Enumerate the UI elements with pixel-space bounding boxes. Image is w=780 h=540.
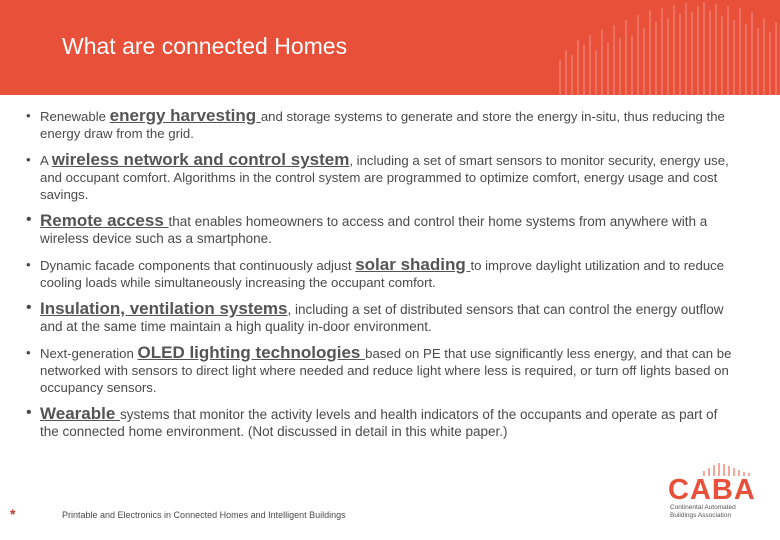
bullet-text: systems that monitor the activity levels and health indicators of the occupants and operate as part of the connected home environment. (Not discussed in detail in this white paper.) — [40, 407, 718, 439]
bullet-text: A — [40, 153, 52, 168]
bullet-item — [22, 212, 732, 247]
bullet-item — [22, 151, 732, 203]
bullet-highlight: OLED lighting technologies — [137, 343, 366, 362]
bullet-text: Renewable — [40, 109, 110, 124]
bullet-text: Next-generation — [40, 346, 138, 361]
bullet-text: , including a set of smart sensors to monitor security, energy use, and occupant comfort. Algorithms in the control system are programmed to optimize comfort, energy usage and cost savings. — [40, 153, 729, 202]
caba-logo — [668, 462, 768, 522]
bullet-list — [22, 107, 732, 449]
bullet-text: Dynamic facade components that continuously adjust — [40, 258, 356, 273]
footer-caption: Printable and Electronics in Connected Homes and Intelligent Buildings — [62, 510, 346, 520]
footer-star: * — [10, 506, 16, 522]
bullet-highlight: Remote access — [40, 211, 169, 230]
bullet-highlight: Insulation, ventilation systems — [40, 299, 288, 318]
bullet-highlight: solar shading — [355, 255, 471, 274]
bullet-text: to improve daylight utilization and to reduce cooling loads while simultaneously increasing the occupant comfort. — [40, 258, 725, 290]
bullet-highlight: Wearable — [40, 404, 121, 423]
bullet-text: and storage systems to generate and store the energy in-situ, thus reducing the energy draw from the grid. — [40, 109, 725, 141]
page-title: What are connected Homes — [62, 33, 348, 59]
logo-subtitle: Continental Automated Buildings Association — [670, 504, 736, 519]
bullet-item — [22, 256, 732, 291]
bullet-item — [22, 300, 732, 335]
bullet-text: based on PE that use significantly less energy, and that can be networked with sensors to direct light where needed and reduce light where less is required, or turn off lights based on occupancy sensors. — [40, 346, 732, 395]
bullet-text: , including a set of distributed sensors that can control the energy outflow and at the same time maintain a high quality in-door environment. — [40, 302, 724, 334]
bullet-item — [22, 344, 732, 396]
bullet-item — [22, 405, 732, 440]
bullet-highlight: energy harvesting — [109, 106, 261, 125]
bullet-text: that enables homeowners to access and control their home systems from anywhere with a wireless device such as a smartphone. — [40, 214, 708, 246]
decorative-bars-graphic — [540, 0, 780, 95]
header-banner — [0, 0, 780, 95]
bullet-item — [22, 107, 732, 142]
logo-wordmark: CABA — [668, 474, 756, 506]
bullet-highlight: wireless network and control system — [51, 150, 350, 169]
